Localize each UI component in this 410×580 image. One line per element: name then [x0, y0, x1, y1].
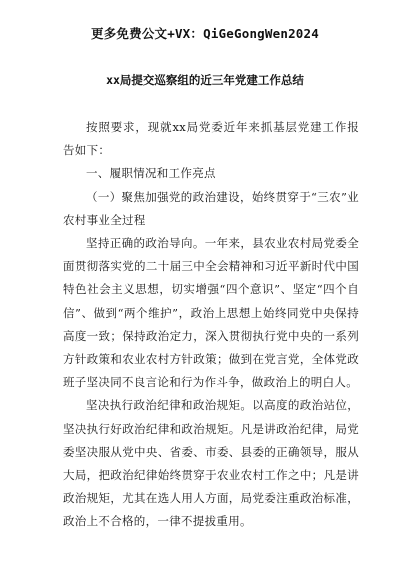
body-paragraph-1: 坚持正确的政治导向。一年来，县农业农村局党委全面贯彻落实党的二十届三中全会精神和习近平新时代中国特色社会主义思想，切实增强“四个意识”、坚定“四个自信”、做到“两个维护”，政治上思想上始终同党中央保持高度一致；保持政治定力，深入贯彻执行党中央的一系列方针政策和农业农村方针政策；做到在党言党，全体党政班子坚决同不良言论和行为作斗争，做政治上的明白人。 — [63, 236, 359, 390]
section-heading: 一、履职情况和工作亮点 — [86, 166, 216, 181]
document-body — [63, 116, 359, 534]
intro-paragraph: 按照要求，现就xx局党委近年来抓基层党建工作报告如下： — [63, 120, 359, 158]
document-title: xx局提交巡察组的近三年党建工作总结 — [106, 73, 304, 87]
body-paragraph-2: 坚决执行政治纪律和政治规矩。以高度的政治站位，坚决执行好政治纪律和政治规矩。凡是讲政治纪律，局党委坚决服从党中央、省委、市委、县委的正确领导，服从大局，把政治纪律始终贯穿于农业农村工作之中；凡是讲政治规矩，尤其在选人用人方面，局党委注重政治标准，政治上不合格的，一律不提拔重用。 — [63, 398, 359, 529]
promo-banner: 更多免费公文+VX：QiGeGongWen2024 — [91, 26, 319, 41]
subsection-heading: （一）聚焦加强党的政治建设，始终贯穿于“三农”业农村事业全过程 — [63, 189, 359, 227]
